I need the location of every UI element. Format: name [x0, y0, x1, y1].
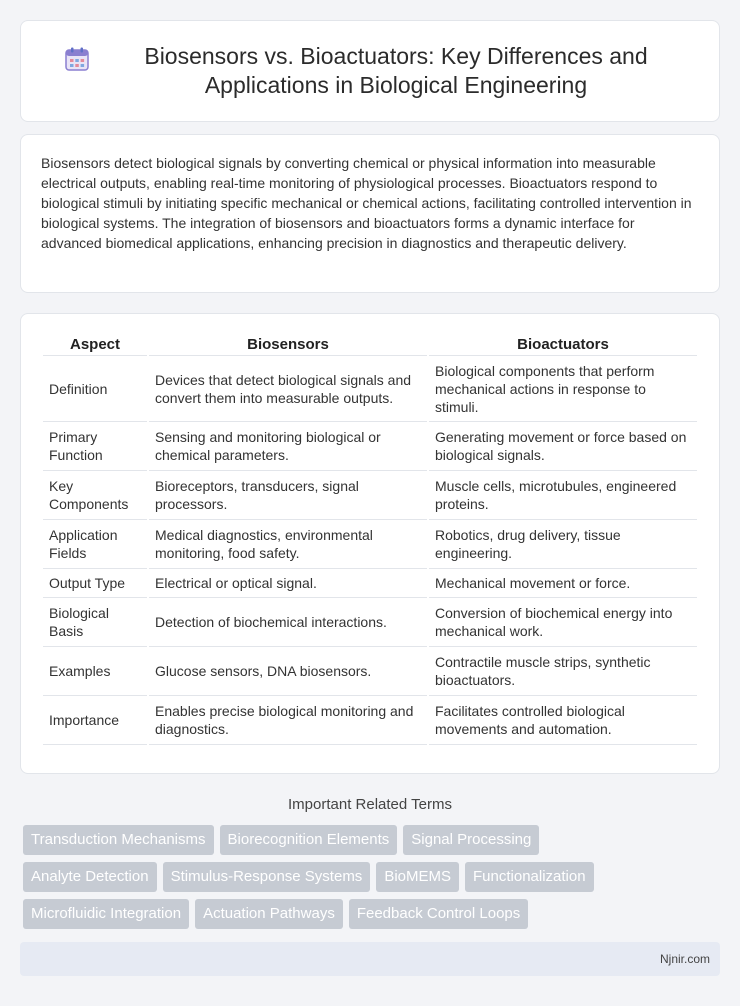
- calendar-icon: [64, 46, 90, 72]
- cell-aspect: Examples: [43, 647, 147, 696]
- tag-analyte-detection[interactable]: Analyte Detection: [23, 862, 157, 892]
- table-row: [43, 471, 697, 520]
- tag-signal-processing[interactable]: Signal Processing: [403, 825, 539, 855]
- intro-paragraph: Biosensors detect biological signals by converting chemical or physical information into measurable electrical outputs, enabling real-time monitoring of physiological processes. Bioactuators respond to biological stimuli by initiating specific mechanical or chemical actions, facilitating controlled intervention in biological systems. The integration of biosensors and bioactuators forms a dynamic interface for advanced biomedical applications, enhancing precision in diagnostics and therapeutic delivery.: [41, 155, 692, 251]
- table-row: [43, 422, 697, 471]
- tag-actuation-pathways[interactable]: Actuation Pathways: [195, 899, 343, 929]
- tag-microfluidic-integration[interactable]: Microfluidic Integration: [23, 899, 189, 929]
- cell-biosensors: Medical diagnostics, environmental monitoring, food safety.: [149, 520, 427, 569]
- cell-bioactuators: Contractile muscle strips, synthetic bioactuators.: [429, 647, 697, 696]
- tag-biomems[interactable]: BioMEMS: [376, 862, 459, 892]
- cell-aspect: Definition: [43, 356, 147, 422]
- intro-card: [20, 134, 720, 293]
- cell-aspect: Biological Basis: [43, 598, 147, 647]
- table-row: [43, 647, 697, 696]
- tag-functionalization[interactable]: Functionalization: [465, 862, 594, 892]
- footer: [20, 942, 720, 976]
- tag-biorecognition-elements[interactable]: Biorecognition Elements: [220, 825, 398, 855]
- cell-bioactuators: Generating movement or force based on biological signals.: [429, 422, 697, 471]
- related-terms-section: [20, 796, 720, 929]
- cell-biosensors: Sensing and monitoring biological or chemical parameters.: [149, 422, 427, 471]
- table-header-row: [43, 332, 697, 356]
- cell-bioactuators: Conversion of biochemical energy into mechanical work.: [429, 598, 697, 647]
- cell-bioactuators: Mechanical movement or force.: [429, 569, 697, 598]
- cell-bioactuators: Muscle cells, microtubules, engineered proteins.: [429, 471, 697, 520]
- cell-biosensors: Bioreceptors, transducers, signal processors.: [149, 471, 427, 520]
- title-card: [20, 20, 720, 122]
- table-row: [43, 696, 697, 745]
- cell-biosensors: Enables precise biological monitoring and diagnostics.: [149, 696, 427, 745]
- related-terms-title: Important Related Terms: [288, 796, 452, 813]
- header-aspect: Aspect: [43, 332, 147, 356]
- cell-aspect: Application Fields: [43, 520, 147, 569]
- cell-aspect: Primary Function: [43, 422, 147, 471]
- cell-aspect: Importance: [43, 696, 147, 745]
- comparison-table: [41, 332, 699, 745]
- table-row: [43, 356, 697, 422]
- table-row: [43, 569, 697, 598]
- cell-aspect: Output Type: [43, 569, 147, 598]
- related-terms-tags: [20, 825, 640, 929]
- cell-bioactuators: Robotics, drug delivery, tissue engineering.: [429, 520, 697, 569]
- tag-feedback-control-loops[interactable]: Feedback Control Loops: [349, 899, 528, 929]
- cell-aspect: Key Components: [43, 471, 147, 520]
- cell-biosensors: Detection of biochemical interactions.: [149, 598, 427, 647]
- header-biosensors: Biosensors: [149, 332, 427, 356]
- header-bioactuators: Bioactuators: [429, 332, 697, 356]
- comparison-table-card: [20, 313, 720, 774]
- footer-site[interactable]: Njnir.com: [659, 952, 710, 966]
- table-row: [43, 598, 697, 647]
- tag-stimulus-response-systems[interactable]: Stimulus-Response Systems: [163, 862, 371, 892]
- table-row: [43, 520, 697, 569]
- cell-bioactuators: Biological components that perform mechanical actions in response to stimuli.: [429, 356, 697, 422]
- cell-bioactuators: Facilitates controlled biological movements and automation.: [429, 696, 697, 745]
- title-wrap: [64, 42, 676, 100]
- cell-biosensors: Electrical or optical signal.: [149, 569, 427, 598]
- cell-biosensors: Glucose sensors, DNA biosensors.: [149, 647, 427, 696]
- cell-biosensors: Devices that detect biological signals and convert them into measurable outputs.: [149, 356, 427, 422]
- page-title: Biosensors vs. Bioactuators: Key Differences and Applications in Biological Engineering: [144, 43, 648, 98]
- tag-transduction-mechanisms[interactable]: Transduction Mechanisms: [23, 825, 214, 855]
